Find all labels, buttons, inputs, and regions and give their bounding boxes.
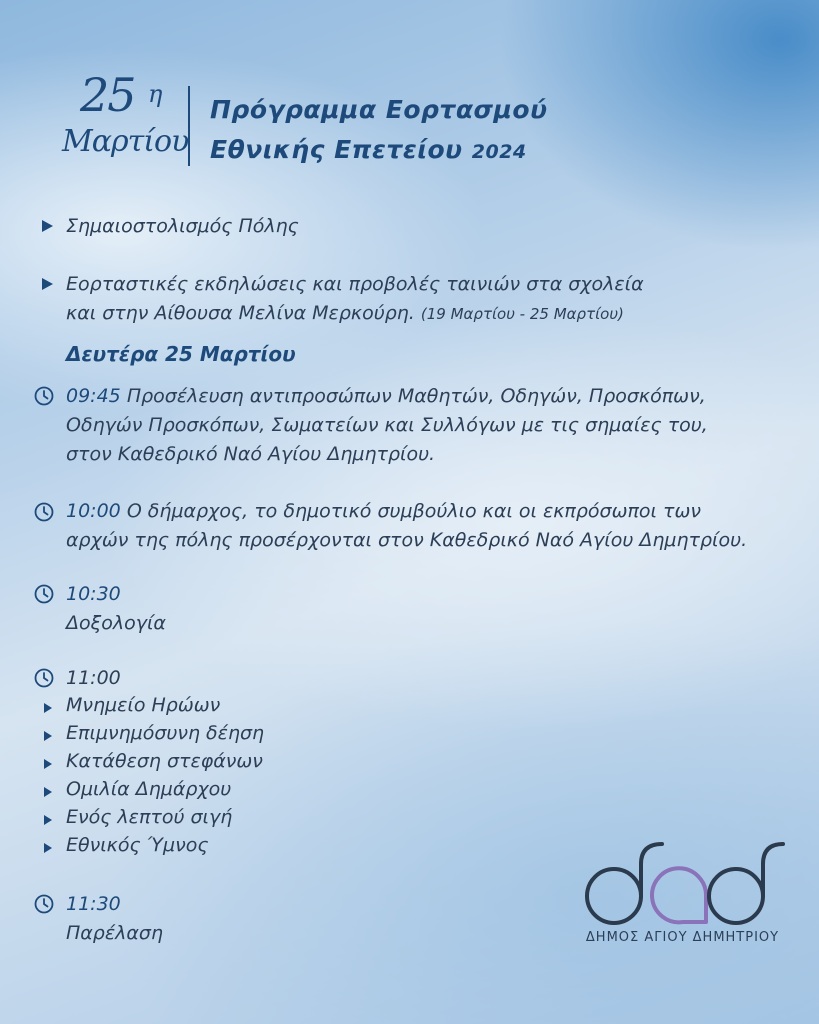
subitem-anthem: Εθνικός Ύμνος bbox=[66, 834, 209, 856]
subitem-silence: Ενός λεπτού σιγή bbox=[66, 806, 233, 828]
bullet-arrow-icon bbox=[42, 220, 53, 232]
schedule-time: 11:00 bbox=[66, 667, 121, 689]
bullet-arrow-icon bbox=[44, 759, 52, 769]
bullet-arrow-icon bbox=[44, 703, 52, 713]
intro-item-flags: Σημαιοστολισμός Πόλης bbox=[66, 215, 299, 237]
title-line-2: Εθνικής Επετείου 2024 bbox=[210, 135, 527, 164]
schedule-item-1130: 11:30 Παρέλαση bbox=[66, 890, 163, 948]
schedule-time: 10:00 bbox=[66, 500, 121, 522]
date-badge bbox=[60, 68, 189, 168]
date-day-suffix: η bbox=[148, 80, 163, 108]
bullet-arrow-icon bbox=[44, 787, 52, 797]
date-day: 25 bbox=[80, 68, 135, 122]
clock-icon bbox=[34, 894, 54, 914]
schedule-time: 10:30 bbox=[66, 583, 121, 605]
bullet-arrow-icon bbox=[44, 815, 52, 825]
subitem-mayor-speech: Ομιλία Δημάρχου bbox=[66, 778, 232, 800]
clock-icon bbox=[34, 584, 54, 604]
page-title bbox=[210, 90, 547, 172]
schedule-item-1000: 10:00 Ο δήμαρχος, το δημοτικό συμβούλιο και οι εκπρόσωποι των αρχών της πόλης προσέρχονται στον Καθεδρικό Ναό Αγίου Δημητρίου. bbox=[66, 500, 748, 551]
intro-item-events: Εορταστικές εκδηλώσεις και προβολές ταινιών στα σχολεία και στην Αίθουσα Μελίνα Μερκούρη. (19 Μαρτίου - 25 Μαρτίου) bbox=[66, 273, 644, 324]
bullet-arrow-icon bbox=[44, 843, 52, 853]
title-year: 2024 bbox=[471, 141, 527, 163]
clock-icon bbox=[34, 502, 54, 522]
bullet-arrow-icon bbox=[44, 731, 52, 741]
schedule-time: 09:45 bbox=[66, 385, 121, 407]
header-divider bbox=[188, 86, 190, 166]
intro-item-dates: (19 Μαρτίου - 25 Μαρτίου) bbox=[420, 305, 624, 323]
day-heading: Δευτέρα 25 Μαρτίου bbox=[66, 342, 296, 366]
title-line-1: Πρόγραμμα Εορτασμού bbox=[210, 95, 548, 124]
subitem-wreaths: Κατάθεση στεφάνων bbox=[66, 750, 263, 772]
subitem-memorial: Μνημείο Ηρώων bbox=[66, 694, 221, 716]
date-month: Μαρτίου bbox=[62, 124, 189, 159]
schedule-item-1030: 10:30 Δοξολογία bbox=[66, 580, 166, 638]
logo-text: ΔΗΜΟΣ ΑΓΙΟΥ ΔΗΜΗΤΡΙΟΥ bbox=[585, 930, 780, 945]
clock-icon bbox=[34, 668, 54, 688]
subitem-memorial-prayer: Επιμνημόσυνη δέηση bbox=[66, 722, 265, 744]
bullet-arrow-icon bbox=[42, 278, 53, 290]
schedule-time: 11:30 bbox=[66, 893, 121, 915]
clock-icon bbox=[34, 386, 54, 406]
schedule-item-0945: 09:45 Προσέλευση αντιπροσώπων Μαθητών, Οδηγών, Προσκόπων, Οδηγών Προσκόπων, Σωματείων και Συλλόγων με τις σημαίες του, στον Καθεδρικό Ναό Αγίου Δημητρίου. bbox=[66, 385, 708, 465]
